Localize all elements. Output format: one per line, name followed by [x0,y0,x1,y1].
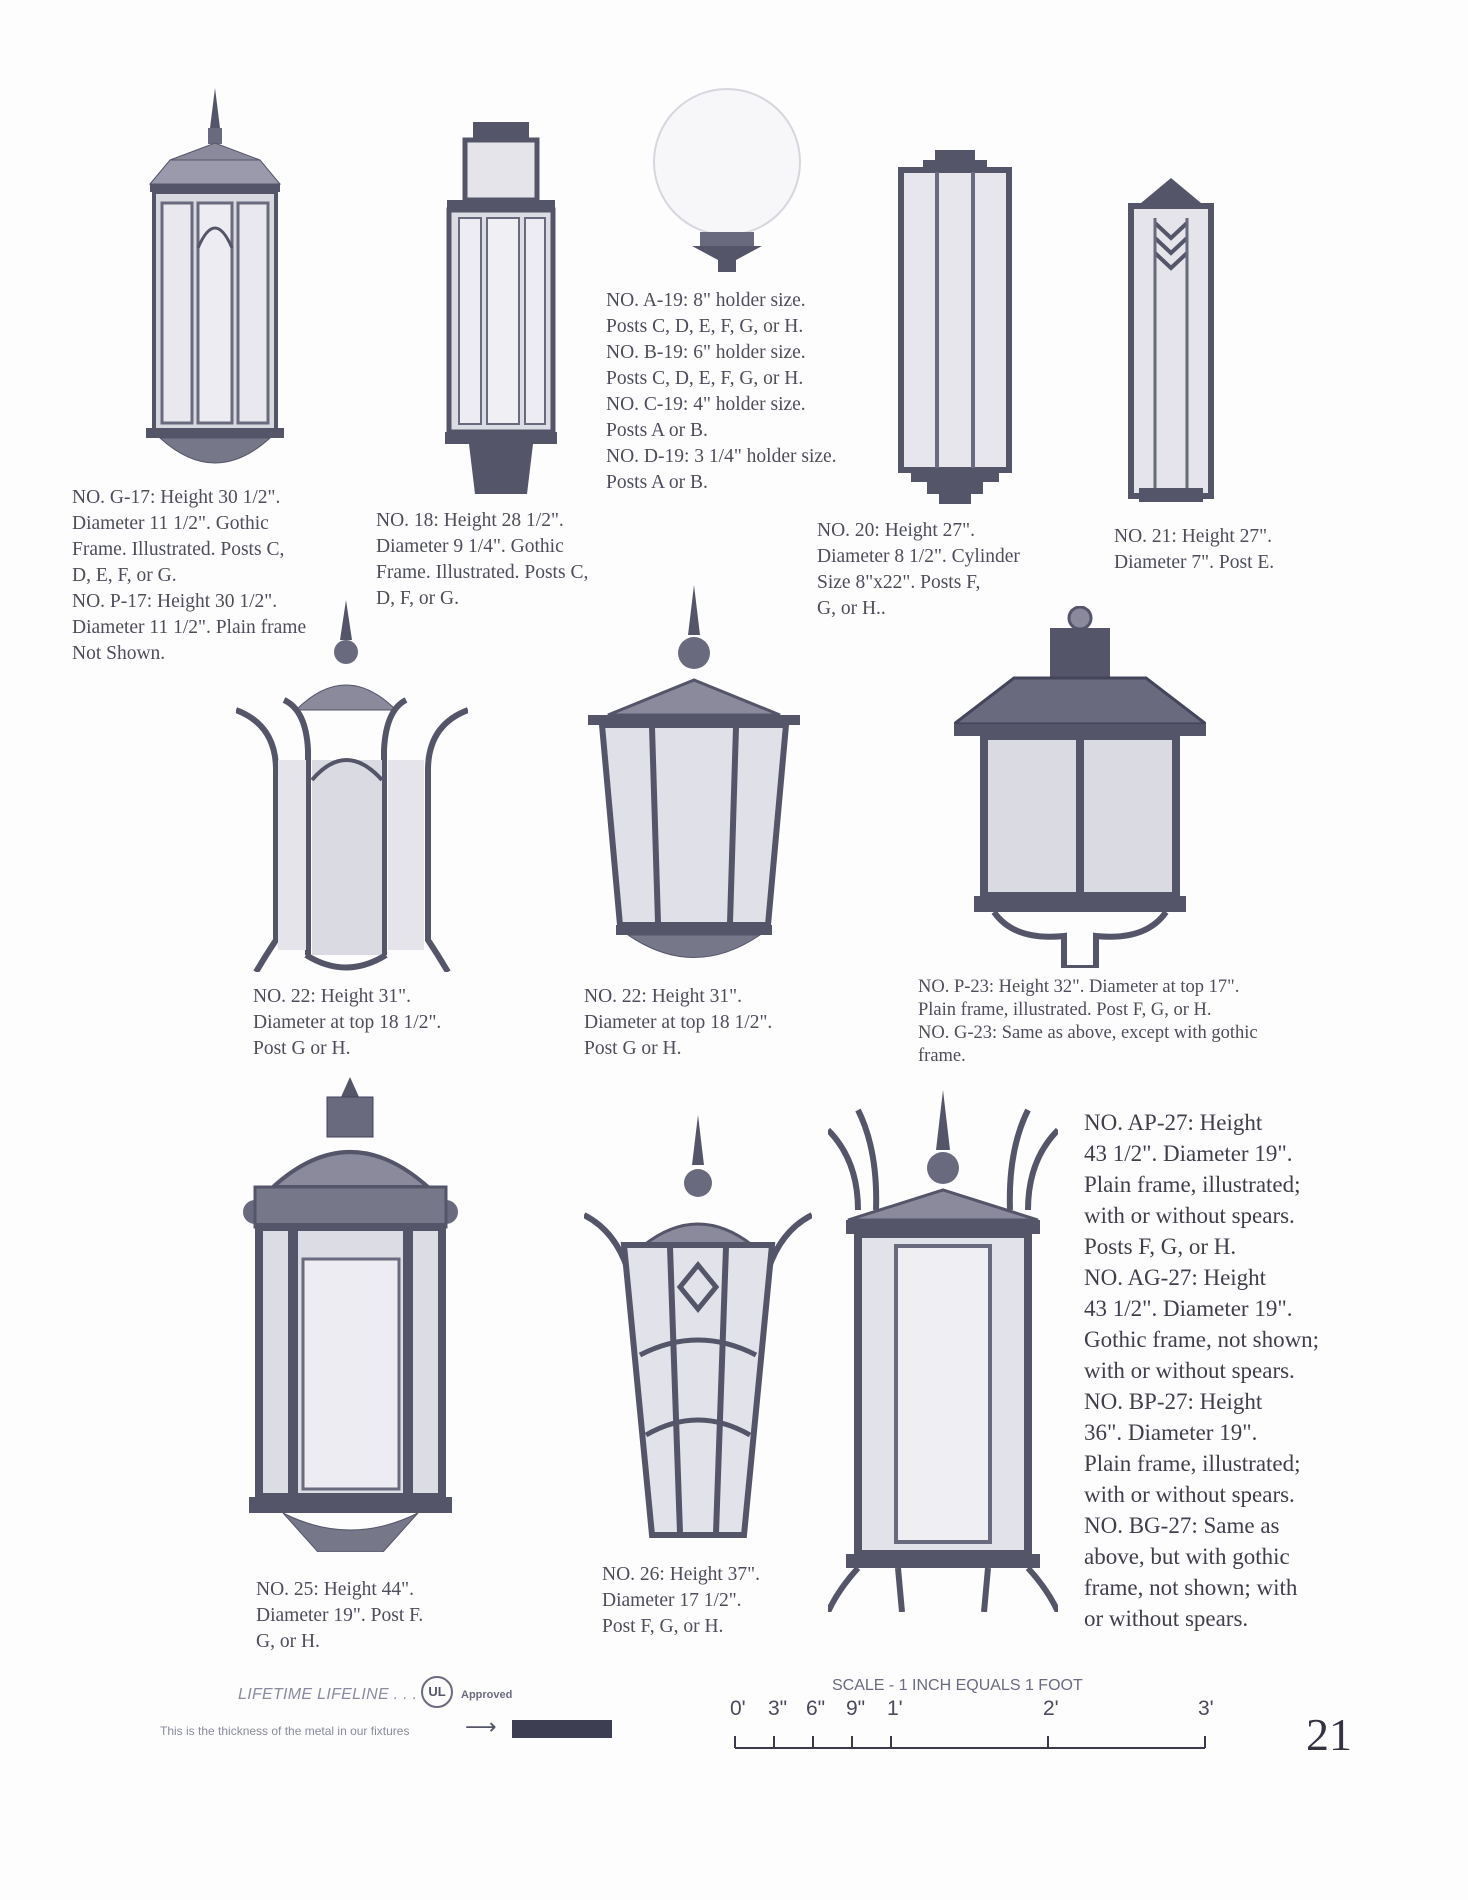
approved-label: Approved [461,1689,513,1701]
caption-ap27: NO. AP-27: Height 43 1/2". Diameter 19". Plain frame, illustrated; with or without spears. Posts F, G, or H. NO. AG-27: Height 43 1/2". Diameter 19". Gothic frame, not shown; with or without spears. NO. BP-27: Height 36". Diameter 19". Plain frame, illustrated; with or without spears. NO. BG-27: Same as above, but with gothic frame, not shown; with or without spears. [1084,1110,1320,1631]
scale-tick-6in: 6" [806,1697,826,1720]
scale-tick-9in: 9" [846,1697,866,1720]
metal-thickness-note: This is the thickness of the metal in our fixtures [160,1724,410,1738]
arrow-right-icon: ⟶ [465,1714,497,1739]
fixture-18-image [445,122,557,497]
scale-tick-1ft: 1' [887,1697,903,1720]
fixture-a19-image [652,88,802,273]
caption-22b: NO. 22: Height 31". Diameter at top 18 1/2". Post G or H. [584,986,773,1059]
fixture-p23-image [954,606,1206,968]
fixture-ap27-image [828,1090,1058,1612]
fixture-26-image [584,1115,812,1547]
scale-tick-3in: 3" [768,1697,788,1720]
caption-a19: NO. A-19: 8" holder size. Posts C, D, E, F, G, or H. NO. B-19: 6" holder size. Posts C, D, E, F, G, or H. NO. C-19: 4" holder size. Posts A or B. NO. D-19: 3 1/4" holder size. Posts A or B. [606,290,837,493]
fixture-25-image [243,1077,458,1552]
caption-18: NO. 18: Height 28 1/2". Diameter 9 1/4". Gothic Frame. Illustrated. Posts C, D, F, or G. [376,510,589,609]
caption-20: NO. 20: Height 27". Diameter 8 1/2". Cylinder Size 8"x22". Posts F, G, or H.. [817,520,1020,619]
caption-26: NO. 26: Height 37". Diameter 17 1/2". Post F, G, or H. [602,1564,760,1637]
caption-p23: NO. P-23: Height 32". Diameter at top 17". Plain frame, illustrated. Post F, G, or H. NO. G-23: Same as above, except with gothic frame. [918,977,1258,1066]
fixture-22b-image [588,585,800,970]
caption-22a: NO. 22: Height 31". Diameter at top 18 1/2". Post G or H. [253,986,442,1059]
caption-21: NO. 21: Height 27". Diameter 7". Post E. [1114,526,1275,573]
page-number: 21 [1306,1709,1352,1760]
caption-g17: NO. G-17: Height 30 1/2". Diameter 11 1/2". Gothic Frame. Illustrated. Posts C, D, E, F, or G. NO. P-17: Height 30 1/2". Diameter 11 1/2". Plain frame Not Shown. [72,487,307,664]
fixture-20-image [897,150,1013,505]
scale-title: SCALE - 1 INCH EQUALS 1 FOOT [832,1677,1083,1694]
metal-thickness-bar [512,1720,612,1738]
fixture-g17-image [140,88,290,478]
caption-25: NO. 25: Height 44". Diameter 19". Post F. G, or H. [256,1579,424,1652]
lifeline-text: LIFETIME LIFELINE . . . [238,1686,418,1703]
scale-tick-3ft: 3' [1198,1697,1214,1720]
scale-bar [730,1728,1210,1752]
ul-logo-icon: UL [421,1676,453,1708]
scale-tick-2ft: 2' [1043,1697,1059,1720]
fixture-21-image [1125,178,1217,503]
scale-tick-0ft: 0' [730,1697,746,1720]
